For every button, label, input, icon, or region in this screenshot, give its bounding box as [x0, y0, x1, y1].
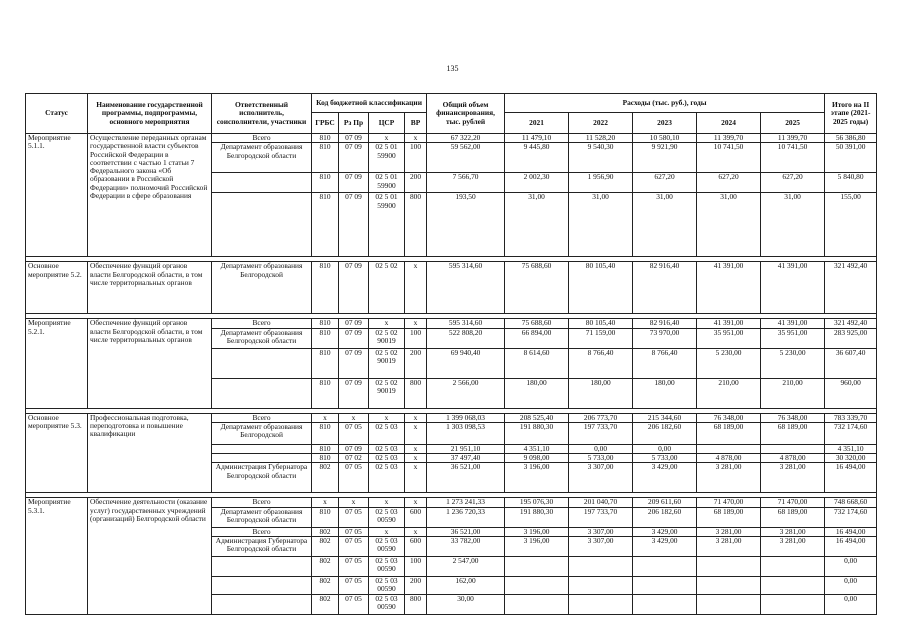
csr-cell: x — [369, 498, 405, 507]
executor-cell: Департамент образования Белгородской области — [212, 328, 312, 348]
amount-2023-cell: 215 344,60 — [633, 413, 697, 422]
amount-2021-cell: 3 196,00 — [505, 527, 569, 536]
amount-2022-cell: 9 540,30 — [569, 143, 633, 173]
rz-pr-cell: 07 09 — [339, 328, 369, 348]
executor-cell: Всего — [212, 527, 312, 536]
amount-2023-cell: 9 921,90 — [633, 143, 697, 173]
executor-cell: Департамент образования Белгородской — [212, 262, 312, 314]
total-cell: 7 566,70 — [427, 173, 505, 193]
grbs-cell: 810 — [312, 422, 339, 444]
csr-cell: 02 5 02 90019 — [369, 378, 405, 408]
stage-total-cell: 16 494,00 — [825, 463, 877, 493]
amount-2024-cell: 11 399,70 — [697, 134, 761, 143]
executor-cell: Всего — [212, 319, 312, 328]
status-cell: Мероприятие 5.2.1. — [26, 319, 88, 408]
vr-cell: x — [405, 262, 427, 314]
amount-2023-cell: 627,20 — [633, 173, 697, 193]
rz-pr-cell: x — [339, 413, 369, 422]
col-grbs: ГРБС — [312, 113, 339, 134]
col-vr: ВР — [405, 113, 427, 134]
stage-total-cell: 783 339,70 — [825, 413, 877, 422]
amount-2023-cell: 209 611,60 — [633, 498, 697, 507]
amount-2024-cell: 10 741,50 — [697, 143, 761, 173]
stage-total-cell: 4 351,10 — [825, 444, 877, 453]
vr-cell: 200 — [405, 576, 427, 594]
amount-2024-cell: 627,20 — [697, 173, 761, 193]
amount-2025-cell: 3 281,00 — [761, 536, 825, 556]
amount-2021-cell — [505, 576, 569, 594]
amount-2024-cell: 41 391,00 — [697, 262, 761, 314]
total-cell: 69 940,40 — [427, 348, 505, 378]
amount-2023-cell — [633, 594, 697, 614]
stage-total-cell: 5 840,80 — [825, 173, 877, 193]
csr-cell: 02 5 03 00590 — [369, 507, 405, 527]
amount-2021-cell: 9 098,00 — [505, 454, 569, 463]
amount-2025-cell: 68 189,00 — [761, 507, 825, 527]
status-cell: Основное мероприятие 5.2. — [26, 262, 88, 314]
executor-cell: Администрация Губернатора Белгородской области — [212, 536, 312, 556]
amount-2025-cell — [761, 576, 825, 594]
csr-cell: 02 5 02 90019 — [369, 328, 405, 348]
csr-cell: 02 5 03 — [369, 422, 405, 444]
amount-2025-cell: 41 391,00 — [761, 319, 825, 328]
status-cell: Основное мероприятие 5.3. — [26, 413, 88, 493]
status-cell: Мероприятие 5.3.1. — [26, 498, 88, 614]
amount-2025-cell: 627,20 — [761, 173, 825, 193]
total-cell: 30,00 — [427, 594, 505, 614]
amount-2025-cell — [761, 594, 825, 614]
amount-2021-cell — [505, 556, 569, 576]
amount-2023-cell: 3 429,00 — [633, 463, 697, 493]
executor-cell: Департамент образования Белгородской — [212, 422, 312, 444]
amount-2023-cell: 31,00 — [633, 193, 697, 257]
status-cell: Мероприятие 5.1.1. — [26, 134, 88, 257]
stage-total-cell: 732 174,60 — [825, 422, 877, 444]
amount-2022-cell: 3 307,00 — [569, 463, 633, 493]
col-2025: 2025 — [761, 113, 825, 134]
csr-cell: 02 5 03 — [369, 463, 405, 493]
amount-2022-cell: 3 307,00 — [569, 527, 633, 536]
amount-2025-cell: 71 470,00 — [761, 498, 825, 507]
amount-2021-cell: 180,00 — [505, 378, 569, 408]
amount-2022-cell: 180,00 — [569, 378, 633, 408]
col-budget-code: Код бюджетной классификации — [312, 94, 427, 113]
total-cell: 1 273 241,33 — [427, 498, 505, 507]
amount-2022-cell: 80 105,40 — [569, 319, 633, 328]
amount-2024-cell: 71 470,00 — [697, 498, 761, 507]
amount-2021-cell: 195 076,30 — [505, 498, 569, 507]
rz-pr-cell: 07 09 — [339, 348, 369, 378]
grbs-cell: 810 — [312, 328, 339, 348]
csr-cell: x — [369, 134, 405, 143]
table-body — [26, 134, 877, 615]
amount-2022-cell — [569, 594, 633, 614]
grbs-cell: 802 — [312, 576, 339, 594]
csr-cell: 02 5 02 90019 — [369, 348, 405, 378]
amount-2025-cell: 31,00 — [761, 193, 825, 257]
rz-pr-cell: 07 02 — [339, 454, 369, 463]
amount-2021-cell: 3 196,00 — [505, 536, 569, 556]
total-cell: 595 314,60 — [427, 262, 505, 314]
amount-2022-cell: 3 307,00 — [569, 536, 633, 556]
amount-2022-cell — [569, 576, 633, 594]
amount-2025-cell: 10 741,50 — [761, 143, 825, 173]
rz-pr-cell: 07 09 — [339, 444, 369, 453]
vr-cell: x — [405, 422, 427, 444]
amount-2023-cell — [633, 556, 697, 576]
rz-pr-cell: 07 05 — [339, 507, 369, 527]
rz-pr-cell: 07 05 — [339, 527, 369, 536]
col-executor: Ответственный исполнитель, соисполнители, участники — [212, 94, 312, 134]
stage-total-cell: 0,00 — [825, 594, 877, 614]
budget-table — [25, 93, 877, 615]
total-cell: 67 322,20 — [427, 134, 505, 143]
col-2023: 2023 — [633, 113, 697, 134]
total-cell: 522 808,20 — [427, 328, 505, 348]
amount-2023-cell: 206 182,60 — [633, 507, 697, 527]
executor-cell — [212, 193, 312, 257]
amount-2023-cell: 0,00 — [633, 444, 697, 453]
amount-2024-cell: 68 189,00 — [697, 422, 761, 444]
table-row — [26, 413, 877, 422]
csr-cell: 02 5 01 59900 — [369, 173, 405, 193]
amount-2022-cell: 201 040,70 — [569, 498, 633, 507]
amount-2023-cell: 10 580,10 — [633, 134, 697, 143]
total-cell: 59 562,00 — [427, 143, 505, 173]
executor-cell — [212, 444, 312, 453]
amount-2023-cell: 206 182,60 — [633, 422, 697, 444]
amount-2024-cell: 68 189,00 — [697, 507, 761, 527]
executor-cell: Администрация Губернатора Белгородской области — [212, 463, 312, 493]
total-cell: 37 497,40 — [427, 454, 505, 463]
page-number: 135 — [446, 64, 459, 73]
grbs-cell: x — [312, 413, 339, 422]
grbs-cell: 802 — [312, 463, 339, 493]
stage-total-cell: 960,00 — [825, 378, 877, 408]
amount-2024-cell: 31,00 — [697, 193, 761, 257]
grbs-cell: 810 — [312, 143, 339, 173]
stage-total-cell: 283 925,00 — [825, 328, 877, 348]
grbs-cell: 802 — [312, 527, 339, 536]
amount-2022-cell: 197 733,70 — [569, 422, 633, 444]
csr-cell: 02 5 01 59900 — [369, 193, 405, 257]
total-cell: 1 303 098,53 — [427, 422, 505, 444]
csr-cell: x — [369, 319, 405, 328]
amount-2023-cell: 180,00 — [633, 378, 697, 408]
amount-2021-cell: 75 688,60 — [505, 319, 569, 328]
total-cell: 36 521,00 — [427, 463, 505, 493]
grbs-cell: 810 — [312, 348, 339, 378]
amount-2024-cell: 35 951,00 — [697, 328, 761, 348]
vr-cell: 800 — [405, 594, 427, 614]
grbs-cell: 810 — [312, 454, 339, 463]
grbs-cell: 802 — [312, 556, 339, 576]
executor-cell — [212, 556, 312, 576]
amount-2021-cell: 9 445,80 — [505, 143, 569, 173]
name-cell: Профессиональная подготовка, переподготовка и повышение квалификации — [88, 413, 212, 493]
rz-pr-cell: 07 09 — [339, 319, 369, 328]
total-cell: 36 521,00 — [427, 527, 505, 536]
grbs-cell: 810 — [312, 134, 339, 143]
rz-pr-cell: 07 09 — [339, 193, 369, 257]
rz-pr-cell: x — [339, 498, 369, 507]
col-status: Статус — [26, 94, 88, 134]
amount-2021-cell: 208 525,40 — [505, 413, 569, 422]
amount-2025-cell: 210,00 — [761, 378, 825, 408]
total-cell: 1 236 720,33 — [427, 507, 505, 527]
table-row — [26, 134, 877, 143]
executor-cell — [212, 348, 312, 378]
amount-2023-cell — [633, 576, 697, 594]
executor-cell: Всего — [212, 498, 312, 507]
vr-cell: 100 — [405, 328, 427, 348]
amount-2025-cell: 3 281,00 — [761, 463, 825, 493]
total-cell: 162,00 — [427, 576, 505, 594]
executor-cell — [212, 594, 312, 614]
csr-cell: 02 5 03 00590 — [369, 576, 405, 594]
grbs-cell: 810 — [312, 173, 339, 193]
amount-2023-cell: 3 429,00 — [633, 536, 697, 556]
vr-cell: 100 — [405, 143, 427, 173]
total-cell: 2 547,00 — [427, 556, 505, 576]
amount-2021-cell: 31,00 — [505, 193, 569, 257]
stage-total-cell: 0,00 — [825, 576, 877, 594]
csr-cell: x — [369, 413, 405, 422]
col-name: Наименование государственной программы, подпрограммы, основного мероприятия — [88, 94, 212, 134]
amount-2025-cell: 35 951,00 — [761, 328, 825, 348]
csr-cell: 02 5 03 00590 — [369, 556, 405, 576]
rz-pr-cell: 07 05 — [339, 594, 369, 614]
col-stage-total: Итого на II этапе (2021-2025 годы) — [825, 94, 877, 134]
name-cell: Осуществление переданных органам государственной власти субъектов Российской Федерации в соответствии с частью 1 статьи 7 Федерального закона «Об образовании в Российской Федерации» полномочий Российской Федерации в сфере образования — [88, 134, 212, 257]
amount-2024-cell — [697, 556, 761, 576]
amount-2021-cell: 3 196,00 — [505, 463, 569, 493]
amount-2023-cell: 3 429,00 — [633, 527, 697, 536]
rz-pr-cell: 07 09 — [339, 134, 369, 143]
amount-2024-cell: 4 878,00 — [697, 454, 761, 463]
amount-2022-cell: 71 159,00 — [569, 328, 633, 348]
stage-total-cell: 56 386,80 — [825, 134, 877, 143]
amount-2022-cell: 0,00 — [569, 444, 633, 453]
amount-2022-cell — [569, 556, 633, 576]
amount-2021-cell: 11 479,10 — [505, 134, 569, 143]
amount-2024-cell: 3 281,00 — [697, 463, 761, 493]
vr-cell: x — [405, 498, 427, 507]
grbs-cell: 810 — [312, 319, 339, 328]
amount-2024-cell: 3 281,00 — [697, 527, 761, 536]
executor-cell: Департамент образования Белгородской области — [212, 143, 312, 173]
name-cell: Обеспечение функций органов власти Белгородской области, в том числе территориальных органов — [88, 262, 212, 314]
vr-cell: x — [405, 454, 427, 463]
amount-2022-cell: 8 766,40 — [569, 348, 633, 378]
amount-2025-cell: 3 281,00 — [761, 527, 825, 536]
rz-pr-cell: 07 05 — [339, 556, 369, 576]
amount-2024-cell: 76 348,00 — [697, 413, 761, 422]
csr-cell: 02 5 03 — [369, 454, 405, 463]
vr-cell: x — [405, 444, 427, 453]
rz-pr-cell: 07 05 — [339, 463, 369, 493]
stage-total-cell: 732 174,60 — [825, 507, 877, 527]
name-cell: Обеспечение функций органов власти Белгородской области, в том числе территориальных органов — [88, 319, 212, 408]
header-row-1 — [26, 94, 877, 113]
col-csr: ЦСР — [369, 113, 405, 134]
vr-cell: 600 — [405, 536, 427, 556]
total-cell: 2 566,00 — [427, 378, 505, 408]
vr-cell: 600 — [405, 507, 427, 527]
amount-2025-cell — [761, 556, 825, 576]
csr-cell: 02 5 03 00590 — [369, 594, 405, 614]
rz-pr-cell: 07 09 — [339, 173, 369, 193]
amount-2021-cell: 2 002,30 — [505, 173, 569, 193]
stage-total-cell: 321 492,40 — [825, 319, 877, 328]
amount-2022-cell: 1 956,90 — [569, 173, 633, 193]
stage-total-cell: 16 494,00 — [825, 527, 877, 536]
amount-2024-cell — [697, 444, 761, 453]
col-rz-pr: Рз Пр — [339, 113, 369, 134]
amount-2022-cell: 206 773,70 — [569, 413, 633, 422]
table-row — [26, 319, 877, 328]
csr-cell: x — [369, 527, 405, 536]
csr-cell: 02 5 03 00590 — [369, 536, 405, 556]
table-row — [26, 498, 877, 507]
grbs-cell: 810 — [312, 378, 339, 408]
amount-2021-cell: 8 614,60 — [505, 348, 569, 378]
executor-cell — [212, 576, 312, 594]
amount-2022-cell: 80 105,40 — [569, 262, 633, 314]
amount-2025-cell: 41 391,00 — [761, 262, 825, 314]
amount-2025-cell: 11 399,70 — [761, 134, 825, 143]
rz-pr-cell: 07 09 — [339, 378, 369, 408]
grbs-cell: x — [312, 498, 339, 507]
stage-total-cell: 155,00 — [825, 193, 877, 257]
amount-2025-cell: 5 230,00 — [761, 348, 825, 378]
amount-2024-cell: 210,00 — [697, 378, 761, 408]
amount-2023-cell: 5 733,00 — [633, 454, 697, 463]
table-row — [26, 262, 877, 314]
stage-total-cell: 0,00 — [825, 556, 877, 576]
amount-2021-cell: 4 351,10 — [505, 444, 569, 453]
amount-2024-cell: 41 391,00 — [697, 319, 761, 328]
rz-pr-cell: 07 09 — [339, 262, 369, 314]
csr-cell: 02 5 03 — [369, 444, 405, 453]
vr-cell: 200 — [405, 173, 427, 193]
amount-2024-cell: 3 281,00 — [697, 536, 761, 556]
grbs-cell: 810 — [312, 262, 339, 314]
stage-total-cell: 748 668,60 — [825, 498, 877, 507]
executor-cell: Всего — [212, 413, 312, 422]
amount-2021-cell: 191 880,30 — [505, 507, 569, 527]
name-cell: Обеспечение деятельности (оказание услуг) государственных учреждений (организаций) Белгородской области — [88, 498, 212, 614]
amount-2021-cell — [505, 594, 569, 614]
rz-pr-cell: 07 05 — [339, 576, 369, 594]
amount-2021-cell: 66 894,00 — [505, 328, 569, 348]
vr-cell: x — [405, 134, 427, 143]
amount-2021-cell: 191 880,30 — [505, 422, 569, 444]
csr-cell: 02 5 02 — [369, 262, 405, 314]
stage-total-cell: 321 492,40 — [825, 262, 877, 314]
stage-total-cell: 16 494,00 — [825, 536, 877, 556]
vr-cell: 200 — [405, 348, 427, 378]
vr-cell: 100 — [405, 556, 427, 576]
total-cell: 595 314,60 — [427, 319, 505, 328]
total-cell: 1 399 068,03 — [427, 413, 505, 422]
amount-2023-cell: 82 916,40 — [633, 319, 697, 328]
vr-cell: x — [405, 527, 427, 536]
grbs-cell: 810 — [312, 507, 339, 527]
amount-2024-cell: 5 230,00 — [697, 348, 761, 378]
rz-pr-cell: 07 09 — [339, 143, 369, 173]
vr-cell: x — [405, 319, 427, 328]
amount-2023-cell: 73 970,00 — [633, 328, 697, 348]
rz-pr-cell: 07 05 — [339, 422, 369, 444]
amount-2025-cell: 68 189,00 — [761, 422, 825, 444]
grbs-cell: 802 — [312, 594, 339, 614]
amount-2022-cell: 5 733,00 — [569, 454, 633, 463]
csr-cell: 02 5 01 59900 — [369, 143, 405, 173]
executor-cell — [212, 378, 312, 408]
col-2024: 2024 — [697, 113, 761, 134]
total-cell: 21 951,10 — [427, 444, 505, 453]
col-2022: 2022 — [569, 113, 633, 134]
grbs-cell: 810 — [312, 193, 339, 257]
stage-total-cell: 36 607,40 — [825, 348, 877, 378]
vr-cell: x — [405, 413, 427, 422]
amount-2025-cell: 76 348,00 — [761, 413, 825, 422]
executor-cell: Всего — [212, 134, 312, 143]
col-total: Общий объем финансирования, тыс. рублей — [427, 94, 505, 134]
grbs-cell: 810 — [312, 444, 339, 453]
amount-2021-cell: 75 688,60 — [505, 262, 569, 314]
amount-2022-cell: 11 528,20 — [569, 134, 633, 143]
col-expenses: Расходы (тыс. руб.), годы — [505, 94, 825, 113]
vr-cell: 800 — [405, 378, 427, 408]
grbs-cell: 802 — [312, 536, 339, 556]
amount-2023-cell: 82 916,40 — [633, 262, 697, 314]
total-cell: 193,50 — [427, 193, 505, 257]
vr-cell: 800 — [405, 193, 427, 257]
amount-2022-cell: 31,00 — [569, 193, 633, 257]
executor-cell: Департамент образования Белгородской области — [212, 507, 312, 527]
total-cell: 33 782,00 — [427, 536, 505, 556]
amount-2024-cell — [697, 594, 761, 614]
stage-total-cell: 30 320,00 — [825, 454, 877, 463]
stage-total-cell: 50 391,00 — [825, 143, 877, 173]
amount-2025-cell — [761, 444, 825, 453]
col-2021: 2021 — [505, 113, 569, 134]
amount-2022-cell: 197 733,70 — [569, 507, 633, 527]
amount-2025-cell: 4 878,00 — [761, 454, 825, 463]
vr-cell: x — [405, 463, 427, 493]
amount-2023-cell: 8 766,40 — [633, 348, 697, 378]
amount-2024-cell — [697, 576, 761, 594]
executor-cell — [212, 173, 312, 193]
executor-cell — [212, 454, 312, 463]
rz-pr-cell: 07 05 — [339, 536, 369, 556]
